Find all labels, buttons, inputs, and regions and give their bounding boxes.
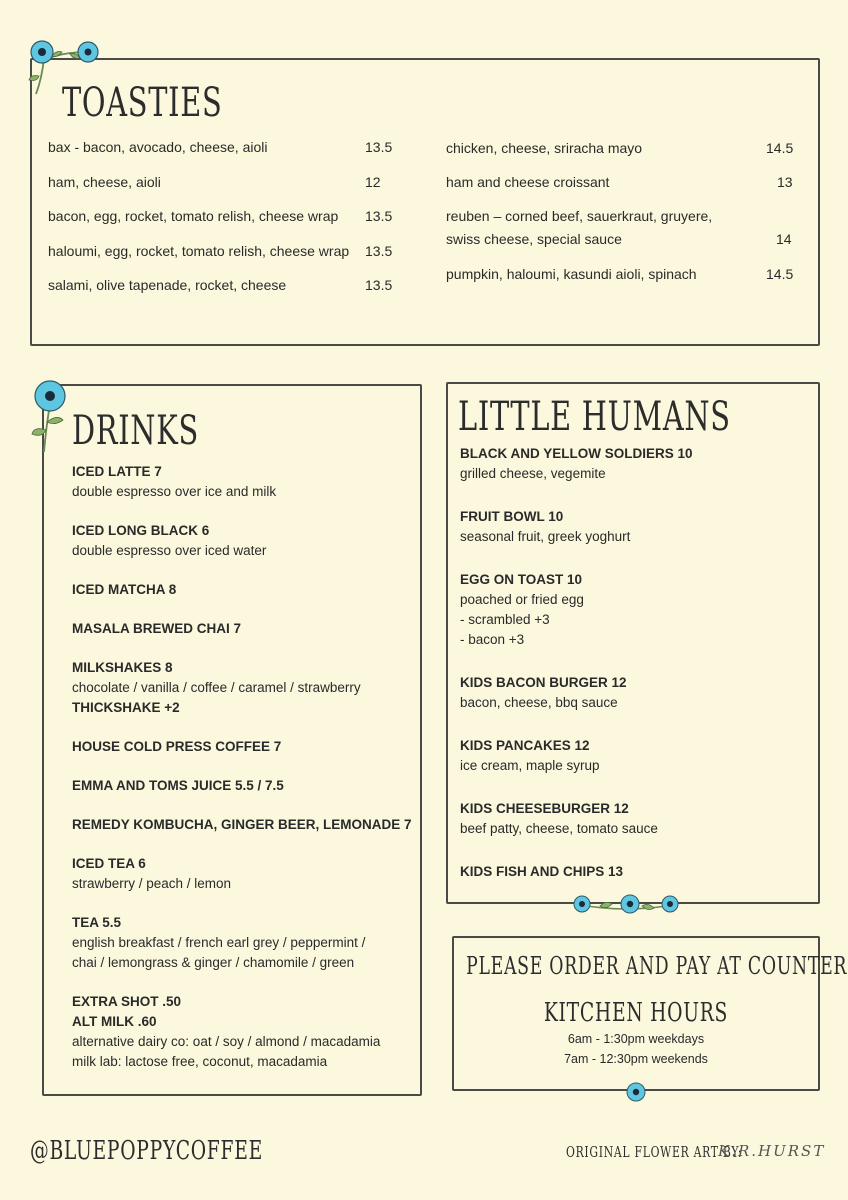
toastie-price: 13.5 [365, 208, 393, 224]
toastie-item: pumpkin, haloumi, kasundi aioli, spinach [446, 266, 697, 282]
toastie-item: chicken, cheese, sriracha mayo [446, 140, 643, 156]
toastie-item: reuben – corned beef, sauerkraut, gruyere, [446, 208, 713, 224]
kids-desc: ice cream, maple syrup [460, 758, 600, 773]
artist-signature: K.R.HURST [718, 1142, 826, 1160]
drink-desc-line2: chai / lemongrass & ginger / chamomile / green [72, 955, 355, 970]
toastie-price: 14.5 [766, 266, 794, 282]
drink-name: TEA 5.5 [72, 915, 122, 930]
kids-name: KIDS CHEESEBURGER 12 [460, 801, 629, 816]
drink-name: ICED TEA 6 [72, 856, 146, 871]
drinks-title: DRINKS [72, 408, 199, 454]
drinks-list [72, 462, 412, 1091]
kids-name: KIDS BACON BURGER 12 [460, 675, 627, 690]
toastie-price: 12 [365, 174, 381, 190]
toastie-item: ham and cheese croissant [446, 174, 610, 190]
drink-item [72, 737, 412, 757]
drink-item [72, 580, 412, 600]
kids-desc: grilled cheese, vegemite [460, 466, 606, 481]
flower-decoration-icon [570, 892, 682, 916]
drink-name: HOUSE COLD PRESS COFFEE 7 [72, 739, 282, 754]
kitchen-hours-title: KITCHEN HOURS [543, 998, 729, 1028]
kitchen-hours-wrap [452, 998, 820, 1028]
drink-desc: double espresso over ice and milk [72, 484, 277, 499]
toastie-item: ham, cheese, aioli [48, 174, 161, 190]
kids-item [460, 799, 800, 839]
drink-name: EMMA AND TOMS JUICE 5.5 / 7.5 [72, 778, 284, 793]
toastie-item: bax - bacon, avocado, cheese, aioli [48, 139, 268, 155]
drink-item [72, 658, 412, 718]
kids-name: KIDS PANCAKES 12 [460, 738, 590, 753]
kids-item [460, 444, 800, 484]
kids-desc: beef patty, cheese, tomato sauce [460, 821, 658, 836]
drink-item [72, 992, 412, 1072]
drink-item [72, 776, 412, 796]
toastie-item: bacon, egg, rocket, tomato relish, cheese wrap [48, 208, 339, 224]
kids-desc: seasonal fruit, greek yoghurt [460, 529, 631, 544]
flower-decoration-icon [22, 38, 104, 98]
kids-item [460, 570, 800, 650]
kids-item [460, 507, 800, 547]
humans-title: LITTLE HUMANS [458, 394, 731, 440]
kids-name: BLACK AND YELLOW SOLDIERS 10 [460, 446, 693, 461]
drink-desc: double espresso over iced water [72, 543, 267, 558]
kids-item [460, 862, 800, 882]
toastie-price: 13.5 [365, 243, 393, 259]
drink-item [72, 462, 412, 502]
toastie-item: haloumi, egg, rocket, tomato relish, cheese wrap [48, 243, 350, 259]
toastie-price: 13.5 [365, 139, 393, 155]
kitchen-hours-weekdays: 6am - 1:30pm weekdays [567, 1032, 705, 1046]
flower-decoration-icon [624, 1080, 648, 1104]
toastie-price: 13 [777, 174, 793, 190]
drink-name: ICED LONG BLACK 6 [72, 523, 210, 538]
drink-extra: THICKSHAKE +2 [72, 700, 180, 715]
drink-desc-line2: milk lab: lactose free, coconut, macadamia [72, 1054, 328, 1069]
drink-desc: alternative dairy co: oat / soy / almond / macadamia [72, 1034, 381, 1049]
drink-desc: english breakfast / french earl grey / peppermint / [72, 935, 366, 950]
instagram-handle: @BLUEPOPPYCOFFEE [30, 1136, 263, 1166]
humans-list [460, 444, 800, 901]
kids-name: KIDS FISH AND CHIPS 13 [460, 864, 624, 879]
order-notice-wrap [452, 952, 848, 980]
kids-item [460, 736, 800, 776]
drink-item [72, 854, 412, 894]
kids-desc-line3: - bacon +3 [460, 632, 525, 647]
drink-item [72, 913, 412, 973]
kitchen-hours-weekends: 7am - 12:30pm weekends [564, 1052, 708, 1066]
drink-name: ICED LATTE 7 [72, 464, 162, 479]
drink-item [72, 815, 412, 835]
kids-desc: poached or fried egg [460, 592, 584, 607]
drink-item [72, 619, 412, 639]
drink-name: REMEDY KOMBUCHA, GINGER BEER, LEMONADE 7 [72, 817, 412, 832]
toastie-item: salami, olive tapenade, rocket, cheese [48, 277, 287, 293]
kids-item [460, 673, 800, 713]
drink-name: EXTRA SHOT .50 [72, 994, 182, 1009]
flower-art-credit: ORIGINAL FLOWER ART BY: [566, 1143, 743, 1161]
drink-item [72, 521, 412, 561]
flower-decoration-icon [28, 378, 74, 454]
order-notice: PLEASE ORDER AND PAY AT COUNTER [466, 952, 848, 980]
drink-name: ICED MATCHA 8 [72, 582, 177, 597]
kids-desc: bacon, cheese, bbq sauce [460, 695, 618, 710]
toastie-price: 14 [776, 231, 792, 247]
drink-name-line2: ALT MILK .60 [72, 1014, 157, 1029]
toastie-price: 13.5 [365, 277, 393, 293]
kids-name: FRUIT BOWL 10 [460, 509, 564, 524]
toastie-item-line2: swiss cheese, special sauce [446, 231, 622, 247]
toastie-price: 14.5 [766, 140, 794, 156]
toasties-title: TOASTIES [62, 80, 223, 126]
drink-desc: strawberry / peach / lemon [72, 876, 232, 891]
drink-desc: chocolate / vanilla / coffee / caramel / strawberry [72, 680, 361, 695]
drink-name: MILKSHAKES 8 [72, 660, 173, 675]
drink-name: MASALA BREWED CHAI 7 [72, 621, 242, 636]
kids-name: EGG ON TOAST 10 [460, 572, 583, 587]
kids-desc-line2: - scrambled +3 [460, 612, 550, 627]
